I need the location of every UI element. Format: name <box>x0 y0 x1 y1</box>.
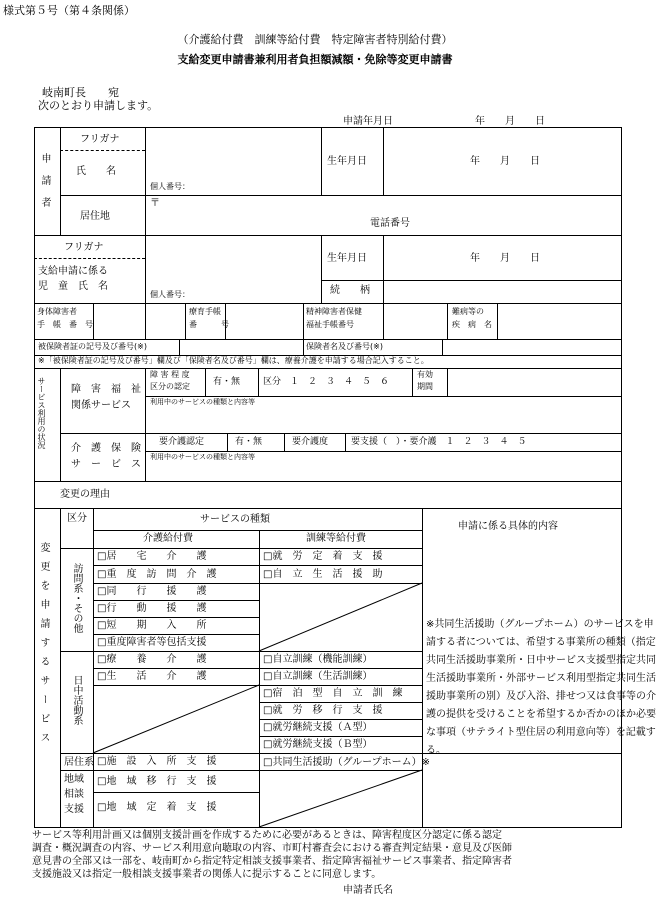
care-level-scale[interactable]: 要支援（ ）・要介護 １ ２ ３ ４ ５ <box>351 437 527 447</box>
welfare-in-use-label: 利用中のサービスの種類と内容等 <box>150 398 255 406</box>
checkbox-short-stay[interactable]: □短 期 入 所 <box>97 620 207 631</box>
checkbox-residential-training[interactable]: □宿 泊 型 自 立 訓 練 <box>263 688 403 699</box>
insurer-label: 保険者名及び番号(※) <box>306 342 383 351</box>
checkbox-community-transition[interactable]: □地 域 移 行 支 援 <box>97 776 217 787</box>
care-in-use-label: 利用中のサービスの種類と内容等 <box>150 453 255 461</box>
applicant-birth-label: 生年月日 <box>327 156 367 167</box>
change-service-label: 変更を申請するサービス <box>38 542 49 751</box>
date-value[interactable]: 年 月 日 <box>475 116 545 127</box>
checkbox-medical-care[interactable]: □療 養 介 護 <box>97 654 207 665</box>
checkbox-employment-a[interactable]: □就労継続支援（Ａ型） <box>263 722 373 733</box>
valid-period-label-1: 有効 <box>417 370 433 379</box>
day-category-label: 日中活動系 <box>71 675 82 725</box>
valid-period-label-2: 期間 <box>417 382 433 391</box>
detail-note-line: ※共同生活援助（グループホーム）のサービスを申 <box>426 619 654 630</box>
child-personal-number-label: 個人番号： <box>150 290 190 299</box>
detail-note-line: 請する者については、希望する事業所の種類（指定 <box>426 637 656 648</box>
insured-number-label: 被保険者証の記号及び番号(※) <box>38 342 147 351</box>
detail-header: 申請に係る具体的内容 <box>458 521 558 532</box>
child-name-label-2: 児 童 氏 名 <box>38 281 108 292</box>
checkbox-independent-living[interactable]: □自 立 生 活 援 助 <box>263 569 383 580</box>
community-label-3: 支援 <box>64 804 84 815</box>
community-label-1: 地域 <box>64 774 84 785</box>
visit-category-label: 訪問系・その他 <box>71 563 82 633</box>
ryoiku-handbook-label-2: 番 号 <box>189 320 229 329</box>
intro-text: 次のとおり申請します。 <box>38 99 159 112</box>
kunren-header: 訓練等給付費 <box>306 533 366 544</box>
date-label: 申請年月日 <box>343 116 393 127</box>
applicant-address-label: 居住地 <box>80 211 110 222</box>
disability-level-label-1: 障 害 程 度 <box>150 370 190 379</box>
checkbox-community-settlement[interactable]: □地 域 定 着 支 援 <box>97 802 217 813</box>
applicant-name-label: 氏 名 <box>76 166 116 177</box>
residential-label: 居住系 <box>64 757 94 768</box>
service-status-label: サービス利用の状況 <box>37 377 46 449</box>
detail-note-line: 共同生活援助事業所・日中サービス支援型指定共同 <box>426 655 656 666</box>
addressee: 岐南町長 宛 <box>42 86 119 99</box>
disease-label-1: 難病等の <box>452 307 484 316</box>
insurance-note: ※「被保険者証の記号及び番号」欄及び「保険者名及び番号」欄は、療養介護を申請する場合記入すること。 <box>38 356 429 365</box>
detail-note-line: る。 <box>426 745 446 756</box>
applicant-furigana-label: フリガナ <box>80 134 120 145</box>
disability-level-yes-no[interactable]: 有・無 <box>213 377 241 387</box>
child-birth-value[interactable]: 年 月 日 <box>470 253 540 264</box>
physical-handbook-label-1: 身体障害者 <box>37 307 77 316</box>
postal-mark: 〒 <box>150 198 160 209</box>
checkbox-group-home[interactable]: □共同生活援助（グループホーム）※ <box>263 757 431 768</box>
care-certification-yes-no[interactable]: 有・無 <box>235 437 263 447</box>
checkbox-accompany-support[interactable]: □同 行 援 護 <box>97 586 207 597</box>
physical-handbook-label-2: 手 帳 番 号 <box>37 320 93 329</box>
child-name-label-1: 支給申請に係る <box>38 266 108 277</box>
form-number: 様式第５号（第４条関係） <box>3 4 135 17</box>
mental-handbook-label-1: 精神障害者保健 <box>306 307 362 316</box>
child-birth-label: 生年月日 <box>327 253 367 264</box>
disability-level-label-2: 区分の認定 <box>150 382 190 391</box>
disease-label-2: 疾 病 名 <box>452 320 492 329</box>
checkbox-facility-support[interactable]: □施 設 入 所 支 援 <box>97 756 217 767</box>
title-line-1: （介護給付費 訓練等給付費 特定障害者特別給付費） <box>177 33 453 46</box>
community-label-2: 相談 <box>64 789 84 800</box>
care-insurance-label-2: サ ー ビ ス <box>71 459 141 470</box>
applicant-personal-number-label: 個人番号： <box>150 182 190 191</box>
checkbox-training-function[interactable]: □自立訓練（機能訓練） <box>263 654 373 665</box>
checkbox-home-care[interactable]: □居 宅 介 護 <box>97 551 207 562</box>
ryoiku-handbook-label-1: 療育手帳 <box>189 307 221 316</box>
detail-note-line: 援助事業所の別）及び入浴、排せつ又は食事等の介 <box>426 691 656 702</box>
care-level-label: 要介護度 <box>292 437 329 447</box>
reason-label: 変更の理由 <box>60 489 110 500</box>
welfare-service-label-2: 関係サービス <box>71 400 131 411</box>
consent-line: 支援施設又は指定一般相談支援事業者の関係人に提示することに同意します。 <box>32 869 382 880</box>
signature-label: 申請者氏名 <box>343 885 393 896</box>
kaigo-header: 介護給付費 <box>143 533 193 544</box>
checkbox-training-life[interactable]: □自立訓練（生活訓練） <box>263 671 373 682</box>
checkbox-life-care[interactable]: □生 活 介 護 <box>97 671 207 682</box>
detail-note-line: 生活援助事業所・外部サービス利用型指定共同生活 <box>426 673 656 684</box>
welfare-service-label-1: 障 害 福 祉 <box>71 384 141 395</box>
detail-note-line: な事項（サテライト型住居の利用意向等）を記載す <box>426 727 656 738</box>
checkbox-employment-b[interactable]: □就労継続支援（Ｂ型） <box>263 739 373 750</box>
checkbox-employment-transition[interactable]: □就 労 移 行 支 援 <box>263 705 383 716</box>
mental-handbook-label-2: 福祉手帳番号 <box>306 320 354 329</box>
consent-line: 意見書の全部又は一部を、岐南町から指定特定相談支援事業者、指定障害福祉サービス事業者、指定障害者 <box>32 856 512 867</box>
child-furigana-label: フリガナ <box>64 242 104 253</box>
care-insurance-label-1: 介 護 保 険 <box>71 443 141 454</box>
title-line-2: 支給変更申請書兼利用者負担額減額・免除等変更申請書 <box>177 53 453 66</box>
checkbox-severe-visit-care[interactable]: □重 度 訪 問 介 護 <box>97 569 217 580</box>
detail-note-line: 護の提供を受けることを希望するか否かのほか必要 <box>426 709 656 720</box>
child-relation-label: 続 柄 <box>330 285 370 296</box>
disability-level-scale[interactable]: 区分 １ ２ ３ ４ ５ ６ <box>263 377 390 387</box>
applicant-label: 申請者 <box>39 153 50 219</box>
care-certification-label: 要介護認定 <box>159 437 205 447</box>
checkbox-employment-retention[interactable]: □就 労 定 着 支 援 <box>263 551 383 562</box>
applicant-phone-label: 電話番号 <box>370 218 410 229</box>
consent-line: 調査・概況調査の内容、サービス利用意向聴取の内容、市町村審査会における審査判定結果・意見及び医師 <box>32 843 512 854</box>
checkbox-behavior-support[interactable]: □行 動 援 護 <box>97 603 207 614</box>
category-label: 区分 <box>67 513 87 524</box>
service-types-label: サービスの種類 <box>200 514 270 525</box>
applicant-birth-value[interactable]: 年 月 日 <box>470 156 540 167</box>
consent-line: サービス等利用計画又は個別支援計画を作成するために必要があるときは、障害程度区分認定に係る認定 <box>32 830 502 841</box>
checkbox-comprehensive-support[interactable]: □重度障害者等包括支援 <box>97 637 207 648</box>
